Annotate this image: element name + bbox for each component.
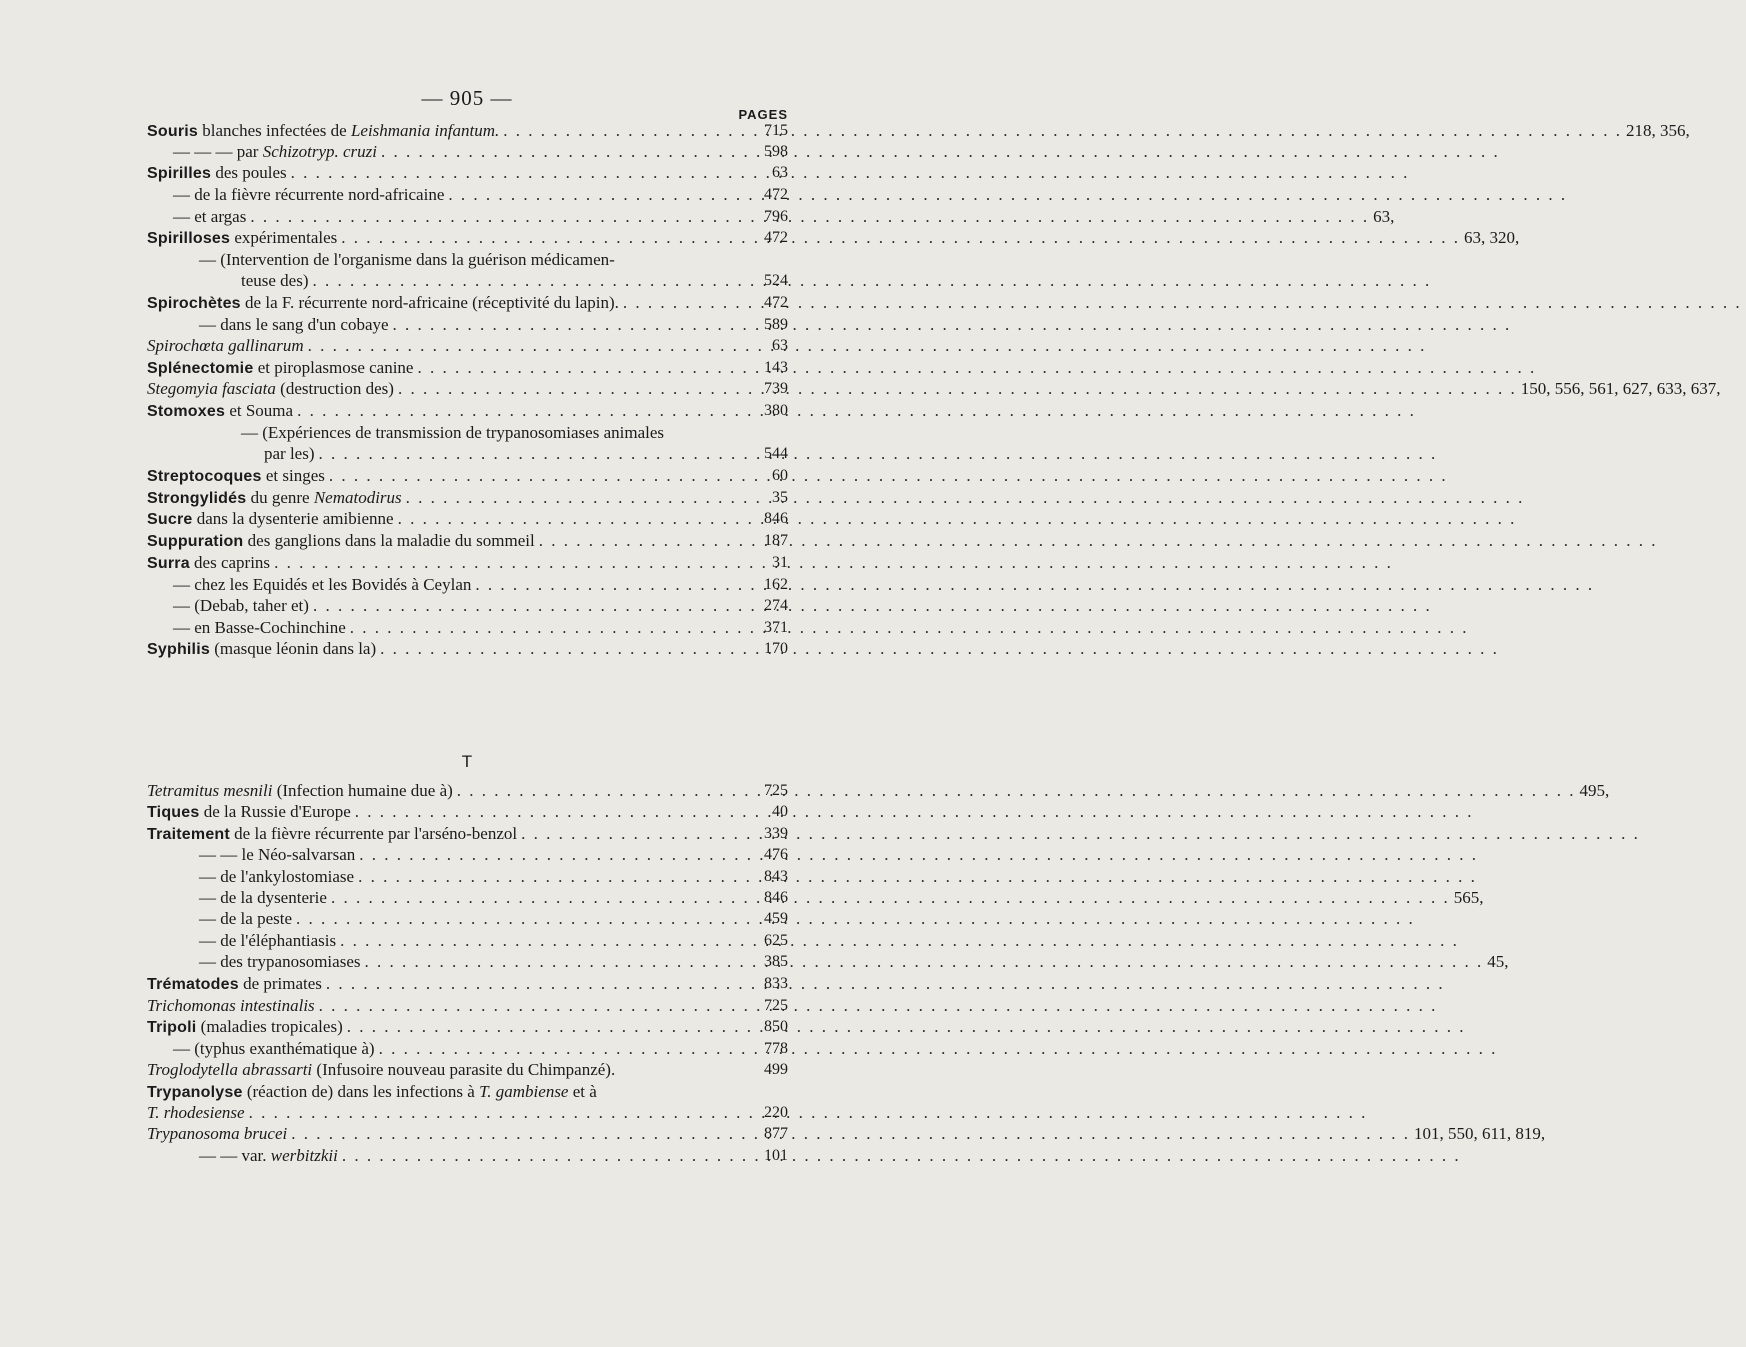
entry-line — [199, 930, 710, 952]
entry-description: et piroplasmose canine — [253, 358, 414, 377]
entry-page-refs: 150, 556, 561, 627, 633, 637, — [1520, 379, 1721, 398]
entry-description: (maladies tropicales) — [196, 1017, 343, 1036]
entry-page: 35 — [772, 489, 788, 506]
entry-line — [241, 422, 806, 444]
entry-italic-term: Leishmania infantum. — [350, 121, 500, 140]
entry-line — [147, 292, 710, 315]
dot-leader — [327, 887, 1454, 909]
entry-text — [264, 443, 315, 465]
dot-leader — [535, 530, 1662, 552]
entry-page: 170 — [764, 640, 788, 657]
entry-line — [199, 844, 710, 866]
entry-heading: Surra — [147, 555, 190, 572]
entry-page-refs: 45, — [1487, 952, 1509, 971]
entry-page: 63 — [772, 164, 788, 181]
dot-leader — [389, 314, 1516, 336]
dot-leader — [292, 908, 1419, 930]
entry-description: expérimentales — [230, 228, 338, 247]
entry-text — [147, 1123, 287, 1145]
entry-description: teuse des) — [241, 271, 309, 290]
entry-heading: Tiques — [147, 804, 200, 821]
entry-description: — de l'éléphantiasis — [199, 931, 337, 950]
entry-text — [199, 314, 389, 336]
entry-text — [147, 780, 453, 802]
dot-leader — [246, 206, 1373, 228]
entry-text — [199, 866, 354, 888]
index-entry — [0, 801, 800, 823]
index-entry — [0, 1038, 800, 1060]
entry-text — [173, 141, 377, 163]
dot-leader — [343, 1016, 1470, 1038]
index-entry — [0, 887, 1484, 909]
dot-leader — [471, 574, 1598, 596]
dot-leader — [354, 866, 1481, 888]
dot-leader — [270, 552, 1397, 574]
entry-text — [147, 508, 394, 531]
entry-line — [173, 184, 710, 206]
entry-text — [147, 552, 270, 575]
entry-page: 162 — [764, 576, 788, 593]
entry-text — [147, 357, 413, 380]
entry-description: par les) — [264, 444, 315, 463]
entry-line — [147, 995, 710, 1017]
entry-line — [147, 400, 710, 423]
dot-leader — [287, 162, 1414, 184]
entry-description: de la F. récurrente nord-africaine (réceptivité du lapin). — [240, 293, 619, 312]
dot-leader — [444, 184, 1571, 206]
entry-text — [147, 530, 535, 553]
index-entry — [0, 908, 800, 930]
entry-heading: Trématodes — [147, 976, 239, 993]
entry-page: 739 — [764, 380, 788, 397]
index-entry — [0, 141, 800, 163]
entry-heading: Souris — [147, 123, 198, 140]
entry-italic-term: Troglodytella abrassarti — [147, 1060, 313, 1079]
entry-line — [147, 1081, 712, 1104]
entry-text — [147, 1016, 343, 1039]
dot-leader — [394, 378, 1521, 400]
entry-description: dans la dysenterie amibienne — [192, 509, 394, 528]
entry-description: — (Expériences de transmission de trypanosomiases animales — [241, 423, 664, 442]
entry-heading: Spirochètes — [147, 295, 241, 312]
entry-text — [173, 184, 444, 206]
dot-leader — [287, 1123, 1414, 1145]
entry-heading: Sucre — [147, 511, 193, 528]
index-entry — [0, 508, 800, 530]
index-entry — [0, 866, 800, 888]
index-entry — [0, 995, 800, 1017]
dot-leader — [336, 930, 1463, 952]
dot-leader — [309, 595, 1436, 617]
entry-description: — et argas — [173, 207, 247, 226]
entry-text — [147, 638, 376, 661]
entry-text — [199, 1145, 338, 1167]
entry-heading: Splénectomie — [147, 360, 254, 377]
entry-description: (Infection humaine due à) — [272, 781, 453, 800]
entry-italic-term: T. rhodesiense — [147, 1103, 245, 1122]
dot-leader — [315, 443, 1442, 465]
entry-heading: Trypanolyse — [147, 1084, 243, 1101]
index-entry — [0, 1059, 800, 1081]
entry-page: 339 — [764, 825, 788, 842]
entry-page: 725 — [764, 997, 788, 1014]
entry-text — [147, 1102, 245, 1124]
entry-description: de primates — [238, 974, 322, 993]
entry-line — [199, 1145, 710, 1167]
entry-text — [147, 335, 304, 357]
entry-line — [147, 508, 710, 531]
entry-italic-term: werbitzkii — [270, 1146, 338, 1165]
index-entry — [0, 184, 800, 206]
entry-page-refs: 218, 356, — [1625, 121, 1690, 140]
entry-description: (destruction des) — [275, 379, 394, 398]
entry-description: (masque léonin dans la) — [209, 639, 377, 658]
entry-heading: Stomoxes — [147, 403, 226, 420]
dot-leader — [304, 335, 1431, 357]
entry-text — [199, 887, 327, 909]
dot-leader — [325, 465, 1452, 487]
dot-leader — [413, 357, 1540, 379]
entry-text — [173, 595, 309, 617]
entry-page: 846 — [764, 889, 788, 906]
entry-page: 371 — [764, 619, 788, 636]
dot-leader — [338, 1145, 1465, 1167]
entry-text — [147, 400, 293, 423]
entry-page: 598 — [764, 143, 788, 160]
entry-line — [199, 249, 764, 271]
entry-text — [147, 162, 287, 185]
entry-text — [199, 249, 615, 271]
entry-description: (Infusoire nouveau parasite du Chimpanzé). — [312, 1060, 616, 1079]
dot-leader — [309, 270, 1436, 292]
entry-text — [147, 292, 619, 315]
entry-italic-term: Nematodirus — [313, 488, 402, 507]
entry-line — [147, 465, 710, 488]
section-letter: T — [461, 752, 473, 771]
entry-line — [147, 552, 710, 575]
entry-line — [147, 162, 710, 185]
entry-page: 846 — [764, 510, 788, 527]
entry-page: 472 — [764, 229, 788, 246]
dot-leader — [245, 1102, 1372, 1124]
entry-page: 524 — [764, 272, 788, 289]
entry-description-cont: et à — [568, 1082, 597, 1101]
index-entry — [0, 465, 800, 487]
index-entry — [0, 973, 800, 995]
entry-line — [147, 335, 710, 357]
index-entry — [0, 530, 800, 552]
entry-page: 101 — [764, 1147, 788, 1164]
entry-page: 31 — [772, 554, 788, 571]
entry-heading: Strongylidés — [147, 490, 247, 507]
index-entry — [0, 951, 1509, 973]
entry-description: de la fièvre récurrente par l'arséno-benzol — [229, 824, 518, 843]
entry-text — [199, 951, 360, 973]
entry-description: — de l'ankylostomiase — [199, 867, 355, 886]
entry-line — [173, 574, 710, 596]
index-entry — [0, 314, 800, 336]
index-entry — [0, 595, 800, 617]
entry-description: des poules — [211, 163, 287, 182]
entry-line — [199, 314, 710, 336]
entry-description: — — — par — [173, 142, 263, 161]
entry-page: 63 — [772, 337, 788, 354]
dot-leader — [376, 638, 1503, 660]
entry-text — [173, 617, 346, 639]
dot-leader — [337, 227, 1464, 249]
entry-page: 544 — [764, 445, 788, 462]
entry-page: 385 — [764, 953, 788, 970]
entry-description: de la Russie d'Europe — [199, 802, 351, 821]
entry-italic-term: Trypanosoma brucei — [147, 1124, 288, 1143]
entry-line — [147, 823, 710, 846]
entry-italic-term: T. gambiense — [479, 1082, 569, 1101]
entry-description: — en Basse-Cochinchine — [173, 618, 346, 637]
entry-page: 274 — [764, 597, 788, 614]
dot-leader — [293, 400, 1420, 422]
index-entry — [0, 357, 800, 379]
entry-description: — — le Néo-salvarsan — [199, 845, 356, 864]
index-entry — [0, 249, 800, 271]
entry-line — [147, 357, 710, 380]
entry-text — [147, 995, 315, 1017]
dot-leader — [360, 951, 1487, 973]
index-entry — [0, 574, 800, 596]
entry-page: 472 — [764, 294, 788, 311]
entry-italic-term: Stegomyia fasciata — [147, 379, 276, 398]
entry-page: 220 — [764, 1104, 788, 1121]
index-entry — [0, 270, 800, 292]
index-entry — [0, 400, 800, 422]
index-entry — [0, 780, 1610, 802]
entry-page: 380 — [764, 402, 788, 419]
entry-line — [199, 866, 710, 888]
dot-leader — [402, 487, 1529, 509]
entry-text — [241, 270, 309, 292]
index-entry — [0, 422, 800, 444]
entry-text — [147, 465, 325, 488]
entry-page-refs: 101, 550, 611, 819, — [1414, 1124, 1546, 1143]
index-entry — [0, 120, 1690, 142]
pages-column-header: PAGES — [738, 107, 788, 122]
entry-page: 850 — [764, 1018, 788, 1035]
entry-page: 796 — [764, 208, 788, 225]
entry-page-refs: 63, 320, — [1464, 228, 1520, 247]
entry-line — [241, 270, 710, 292]
dot-leader — [453, 780, 1580, 802]
entry-description: — des trypanosomiases — [199, 952, 361, 971]
index-entry — [0, 617, 800, 639]
dot-leader — [394, 508, 1521, 530]
entry-text — [199, 930, 336, 952]
entry-text — [147, 823, 517, 846]
entry-line — [173, 617, 710, 639]
index-entry — [0, 378, 1721, 400]
entry-description: des ganglions dans la maladie du sommeil — [243, 531, 535, 550]
dot-leader — [351, 801, 1478, 823]
entry-heading: Suppuration — [147, 533, 244, 550]
entry-text — [199, 844, 355, 866]
entry-page: 725 — [764, 782, 788, 799]
entry-page: 143 — [764, 359, 788, 376]
entry-heading: Spirilloses — [147, 230, 231, 247]
entry-heading: Traitement — [147, 826, 230, 843]
index-entry — [0, 1145, 800, 1167]
entry-line — [264, 443, 710, 465]
entry-description: — de la fièvre récurrente nord-africaine — [173, 185, 445, 204]
entry-description: — dans le sang d'un cobaye — [199, 315, 389, 334]
entry-description: — de la dysenterie — [199, 888, 327, 907]
entry-text — [147, 227, 337, 250]
entry-italic-term: Spirochœta gallinarum — [147, 336, 304, 355]
entry-text — [147, 1059, 615, 1081]
entry-description: — (typhus exanthématique à) — [173, 1039, 375, 1058]
index-entry — [0, 930, 800, 952]
entry-line — [147, 638, 710, 661]
index-entry — [0, 1016, 800, 1038]
entry-page: 877 — [764, 1125, 788, 1142]
entry-description: — de la peste — [199, 909, 292, 928]
entry-page: 187 — [764, 532, 788, 549]
entry-description: (réaction de) dans les infections à — [242, 1082, 480, 1101]
entry-description: — (Intervention de l'organisme dans la guérison médicamen- — [199, 250, 615, 269]
entry-page: 459 — [764, 910, 788, 927]
entry-page: 60 — [772, 467, 788, 484]
entry-text — [147, 801, 351, 824]
entry-text — [173, 1038, 375, 1060]
entry-page: 715 — [764, 122, 788, 139]
entry-page: 472 — [764, 186, 788, 203]
entry-italic-term: Schizotryp. cruzi — [262, 142, 377, 161]
entry-description: — (Debab, taher et) — [173, 596, 309, 615]
entry-page: 843 — [764, 868, 788, 885]
entry-text — [241, 422, 664, 444]
entry-heading: Spirilles — [147, 165, 212, 182]
index-entry — [0, 227, 1520, 249]
entry-page: 40 — [772, 803, 788, 820]
entry-description: et singes — [261, 466, 325, 485]
index-entry — [0, 292, 800, 314]
entry-heading: Syphilis — [147, 641, 210, 658]
index-entry — [0, 844, 800, 866]
entry-page-refs: 63, — [1373, 207, 1395, 226]
entry-line — [147, 487, 710, 510]
index-entry — [0, 335, 800, 357]
dot-leader — [375, 1038, 1502, 1060]
entry-page: 625 — [764, 932, 788, 949]
entry-line — [173, 141, 710, 163]
entry-page: 499 — [764, 1061, 788, 1078]
entry-line — [147, 973, 710, 996]
entry-description: et Souma — [225, 401, 294, 420]
index-entry — [0, 638, 800, 660]
index-entry — [0, 443, 800, 465]
entry-line — [147, 1059, 712, 1081]
entry-text — [147, 120, 499, 143]
entry-page: 589 — [764, 316, 788, 333]
dot-leader — [499, 120, 1626, 142]
entry-text — [199, 908, 292, 930]
index-entry — [0, 487, 800, 509]
entry-heading: Tripoli — [147, 1019, 197, 1036]
entry-line — [173, 1038, 710, 1060]
entry-line — [147, 801, 710, 824]
entry-page: 476 — [764, 846, 788, 863]
entry-description: — — var. — [199, 1146, 271, 1165]
entry-text — [147, 378, 394, 400]
entry-text — [173, 574, 471, 596]
entry-description: blanches infectées de — [198, 121, 351, 140]
dot-leader — [377, 141, 1504, 163]
dot-leader — [517, 823, 1644, 845]
entry-page: 833 — [764, 975, 788, 992]
entry-heading: Streptocoques — [147, 468, 262, 485]
dot-leader — [315, 995, 1442, 1017]
entry-page-refs: 565, — [1453, 888, 1484, 907]
entry-line — [199, 908, 710, 930]
index-entry — [0, 823, 800, 845]
entry-description: — chez les Equidés et les Bovidés à Ceylan — [173, 575, 472, 594]
entry-line — [147, 530, 710, 553]
index-entry — [0, 206, 1395, 228]
entry-description: des caprins — [189, 553, 271, 572]
index-entry — [0, 1123, 1546, 1145]
entry-page: 778 — [764, 1040, 788, 1057]
index-entry — [0, 162, 800, 184]
entry-text — [173, 206, 246, 228]
page-number: — 905 — — [421, 86, 513, 110]
dot-leader — [355, 844, 1482, 866]
entry-description: du genre — [246, 488, 314, 507]
entry-text — [147, 487, 402, 510]
entry-text — [147, 973, 322, 996]
entry-line — [173, 595, 710, 617]
entry-text — [147, 1081, 597, 1104]
entry-italic-term: Trichomonas intestinalis — [147, 996, 315, 1015]
entry-line — [147, 1102, 710, 1124]
entry-line — [147, 1016, 710, 1039]
index-entry — [0, 552, 800, 574]
index-entry — [0, 1102, 800, 1124]
dot-leader — [346, 617, 1473, 639]
dot-leader — [322, 973, 1449, 995]
entry-page-refs: 495, — [1579, 781, 1610, 800]
index-entry — [0, 1081, 800, 1103]
entry-italic-term: Tetramitus mesnili — [147, 781, 273, 800]
